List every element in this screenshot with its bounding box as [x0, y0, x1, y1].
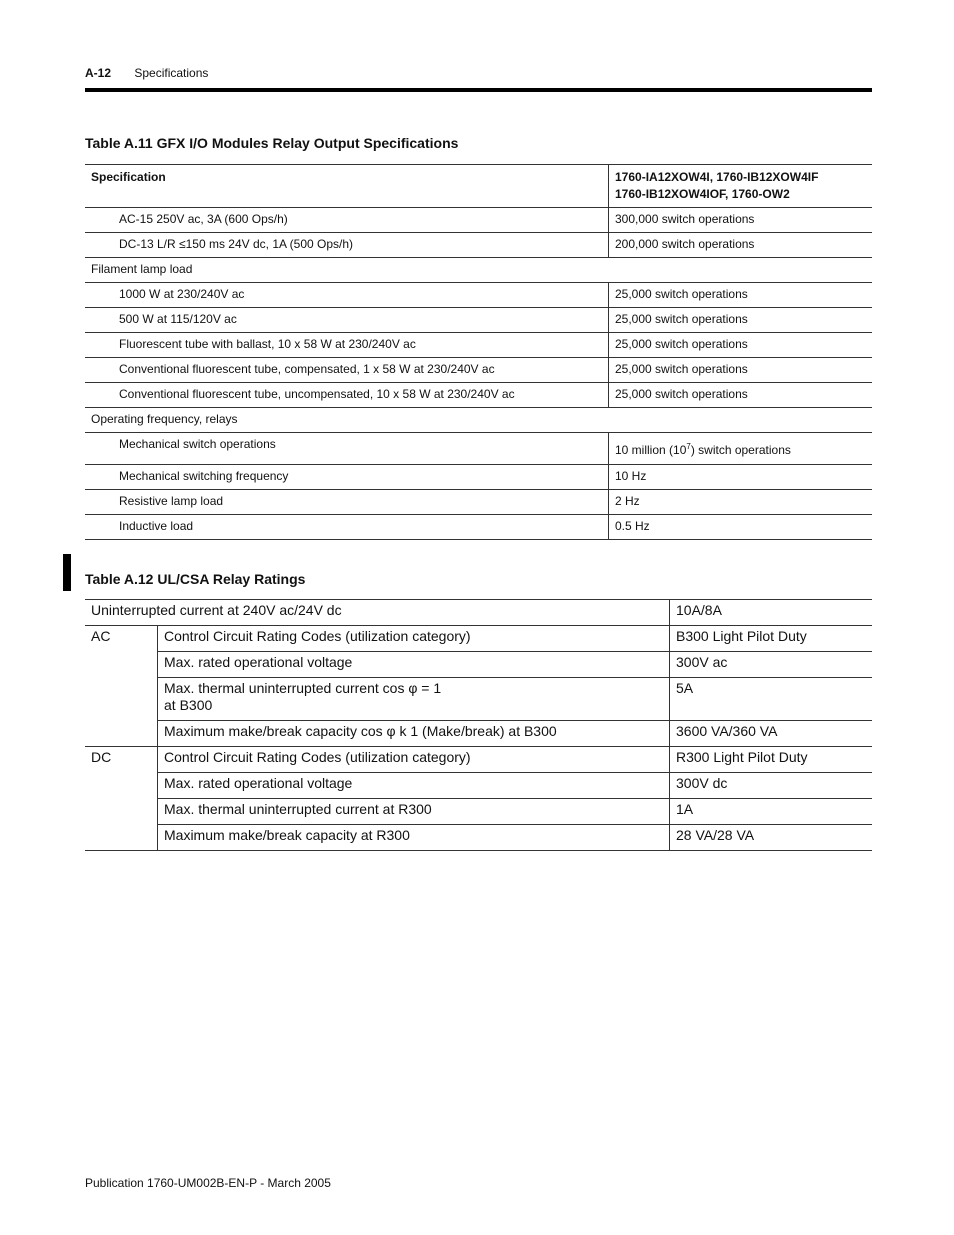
spec-cell: Mechanical switching frequency [119, 469, 289, 483]
publication-footer: Publication 1760-UM002B-EN-P - March 2005 [85, 1176, 331, 1190]
table-row [85, 490, 872, 515]
uninterrupted-value: 10A/8A [670, 600, 873, 626]
desc-line: at B300 [164, 697, 213, 713]
value-cell: 200,000 switch operations [609, 233, 873, 258]
rating-cell: 300V dc [670, 773, 873, 799]
table-row [85, 515, 872, 540]
table-row [85, 825, 872, 851]
rating-cell: 1A [670, 799, 873, 825]
table-row [85, 747, 872, 773]
rating-cell: 3600 VA/360 VA [670, 721, 873, 747]
page-number: A-12 [85, 66, 112, 80]
ac-category-label: AC [85, 626, 158, 747]
desc-line: Max. thermal uninterrupted current cos φ = 1 [164, 680, 442, 696]
table-row [85, 678, 872, 721]
spec-cell: AC-15 250V ac, 3A (600 Ops/h) [119, 212, 288, 226]
spec-cell: DC-13 L/R ≤150 ms 24V dc, 1A (500 Ops/h) [119, 237, 354, 251]
spec-cell: Conventional fluorescent tube, compensated, 1 x 58 W at 230/240V ac [119, 362, 495, 376]
table-row [85, 208, 872, 233]
value-cell: 2 Hz [609, 490, 873, 515]
rating-cell: 28 VA/28 VA [670, 825, 873, 851]
uninterrupted-label: Uninterrupted current at 240V ac/24V dc [91, 602, 342, 618]
header-specification: Specification [91, 170, 166, 184]
value-cell: 0.5 Hz [609, 515, 873, 540]
value-cell [609, 433, 873, 465]
table-a12-caption: Table A.12 UL/CSA Relay Ratings [85, 571, 306, 587]
page-header [85, 66, 208, 80]
table-row [85, 383, 872, 408]
spec-cell: Resistive lamp load [119, 494, 224, 508]
value-cell: 10 Hz [609, 465, 873, 490]
desc-cell: Control Circuit Rating Codes (utilization category) [158, 747, 670, 773]
rating-cell: 300V ac [670, 652, 873, 678]
group-label: Operating frequency, relays [91, 412, 238, 426]
spec-cell: Fluorescent tube with ballast, 10 x 58 W at 230/240V ac [119, 337, 416, 351]
spec-cell: Mechanical switch operations [119, 437, 276, 451]
group-row [85, 258, 872, 283]
rating-cell: B300 Light Pilot Duty [670, 626, 873, 652]
spec-cell: Conventional fluorescent tube, uncompensated, 10 x 58 W at 230/240V ac [119, 387, 515, 401]
table-row [85, 233, 872, 258]
value-cell: 25,000 switch operations [609, 283, 873, 308]
table-row [85, 721, 872, 747]
table-row [85, 283, 872, 308]
value-cell: 25,000 switch operations [609, 383, 873, 408]
value-text: ) switch operations [690, 443, 791, 457]
spec-cell: Inductive load [119, 519, 194, 533]
desc-cell [158, 678, 670, 721]
table-row [85, 433, 872, 465]
rating-cell: R300 Light Pilot Duty [670, 747, 873, 773]
desc-cell: Max. rated operational voltage [158, 652, 670, 678]
relay-output-spec-table [85, 164, 872, 540]
desc-cell: Max. rated operational voltage [158, 773, 670, 799]
table-row [85, 333, 872, 358]
group-row [85, 408, 872, 433]
header-models-line1: 1760-IA12XOW4I, 1760-IB12XOW4IF [615, 170, 819, 184]
value-text: 10 million (10 [615, 443, 687, 457]
table-row [85, 626, 872, 652]
desc-cell: Max. thermal uninterrupted current at R300 [158, 799, 670, 825]
dc-category-label: DC [85, 747, 158, 851]
table-row [85, 773, 872, 799]
value-cell: 25,000 switch operations [609, 333, 873, 358]
header-rule [85, 88, 872, 92]
table-row [85, 600, 872, 626]
header-models [609, 165, 873, 208]
section-title: Specifications [134, 66, 209, 80]
table-row [85, 358, 872, 383]
desc-cell: Maximum make/break capacity at R300 [158, 825, 670, 851]
desc-cell: Control Circuit Rating Codes (utilization category) [158, 626, 670, 652]
table-row [85, 799, 872, 825]
value-cell: 25,000 switch operations [609, 358, 873, 383]
value-cell: 25,000 switch operations [609, 308, 873, 333]
desc-cell: Maximum make/break capacity cos φ k 1 (Make/break) at B300 [158, 721, 670, 747]
value-cell: 300,000 switch operations [609, 208, 873, 233]
group-label: Filament lamp load [91, 262, 193, 276]
table-row [85, 652, 872, 678]
revision-change-bar [63, 554, 71, 591]
value-exponent: 7 [686, 442, 691, 451]
table-row [85, 308, 872, 333]
spec-cell: 500 W at 115/120V ac [119, 312, 237, 326]
spec-cell: 1000 W at 230/240V ac [119, 287, 245, 301]
rating-cell: 5A [670, 678, 873, 721]
header-models-line2: 1760-IB12XOW4IOF, 1760-OW2 [615, 187, 790, 201]
table-a11-caption: Table A.11 GFX I/O Modules Relay Output Specifications [85, 135, 459, 151]
ul-csa-relay-ratings-table [85, 599, 872, 851]
table-header-row [85, 165, 872, 208]
table-row [85, 465, 872, 490]
